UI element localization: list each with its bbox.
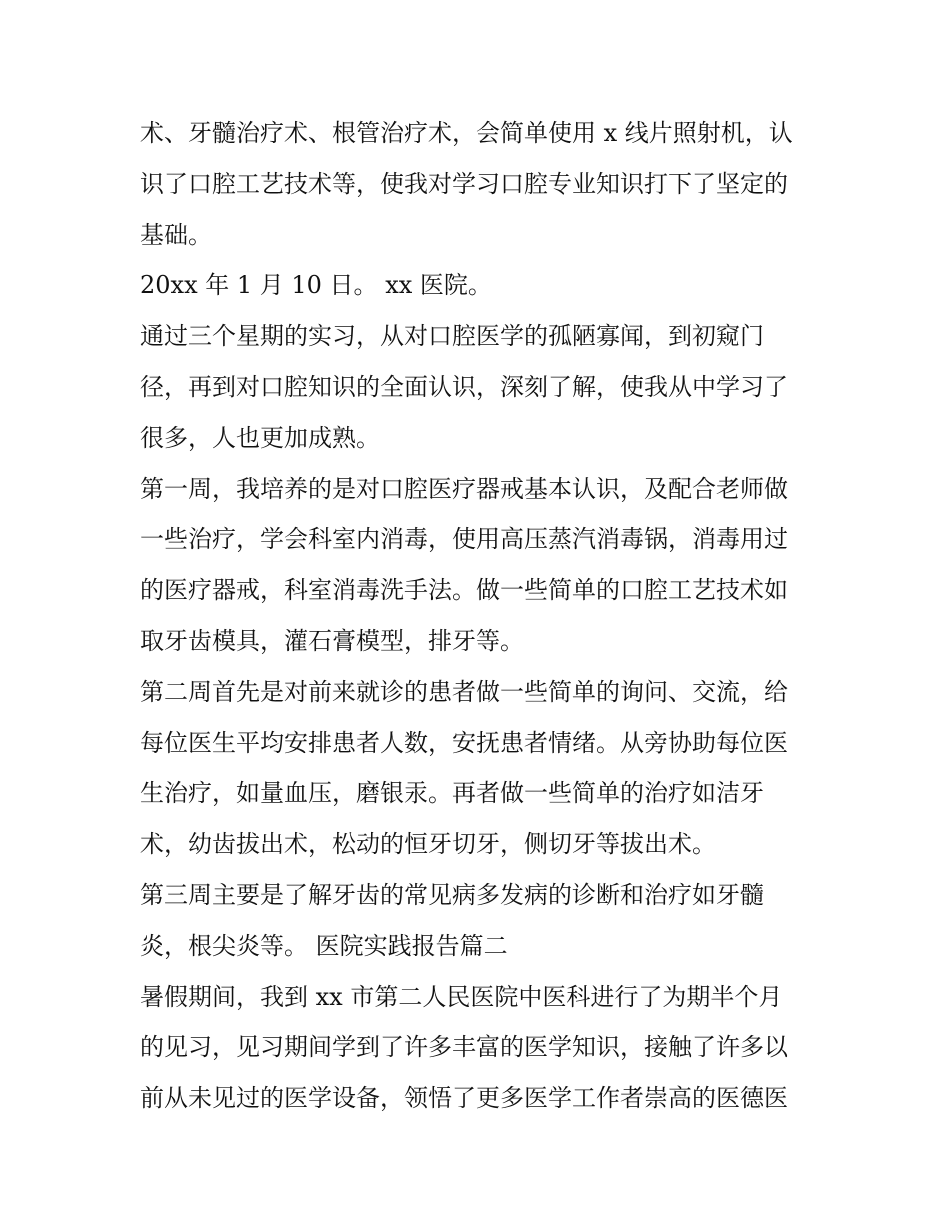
text-line: 取牙齿模具，灌石膏模型，排牙等。	[140, 626, 524, 655]
text-line: 径，再到对口腔知识的全面认识，深刻了解，使我从中学习了	[140, 372, 788, 401]
text-line: 的医疗器戒，科室消毒洗手法。做一些简单的口腔工艺技术如	[140, 576, 788, 605]
text-line: 通过三个星期的实习，从对口腔医学的孤陋寡闻，到初窥门	[140, 322, 764, 351]
text-line: 一些治疗，学会科室内消毒，使用高压蒸汽消毒锅，消毒用过	[140, 525, 788, 554]
text-line: 20xx 年 1 月 10 日。 xx 医院。	[140, 271, 492, 300]
text-line: 暑假期间，我到 xx 市第二人民医院中医科进行了为期半个月	[140, 982, 783, 1011]
text-line: 第三周主要是了解牙齿的常见病多发病的诊断和治疗如牙髓	[140, 880, 764, 909]
text-line: 前从未见过的医学设备，领悟了更多医学工作者崇高的医德医	[140, 1084, 788, 1113]
document-body	[140, 108, 820, 1124]
text-line: 炎，根尖炎等。 医院实践报告篇二	[140, 931, 508, 960]
text-line: 每位医生平均安排患者人数，安抚患者情绪。从旁协助每位医	[140, 728, 788, 757]
text-line: 术、牙髓治疗术、根管治疗术，会简单使用 x 线片照射机，认	[140, 119, 793, 147]
text-line: 生治疗，如量血压，磨银汞。再者做一些简单的治疗如洁牙	[140, 779, 764, 808]
text-line: 识了口腔工艺技术等，使我对学习口腔专业知识打下了坚定的	[140, 169, 788, 198]
text-line: 的见习，见习期间学到了许多丰富的医学知识，接触了许多以	[140, 1033, 788, 1062]
text-line: 术，幼齿拔出术，松动的恒牙切牙，侧切牙等拔出术。	[140, 830, 716, 859]
text-line: 基础。	[140, 220, 212, 249]
text-line: 很多，人也更加成熟。	[140, 423, 380, 452]
text-line: 第一周，我培养的是对口腔医疗器戒基本认识，及配合老师做	[140, 474, 788, 503]
text-line: 第二周首先是对前来就诊的患者做一些简单的询问、交流，给	[140, 677, 788, 706]
